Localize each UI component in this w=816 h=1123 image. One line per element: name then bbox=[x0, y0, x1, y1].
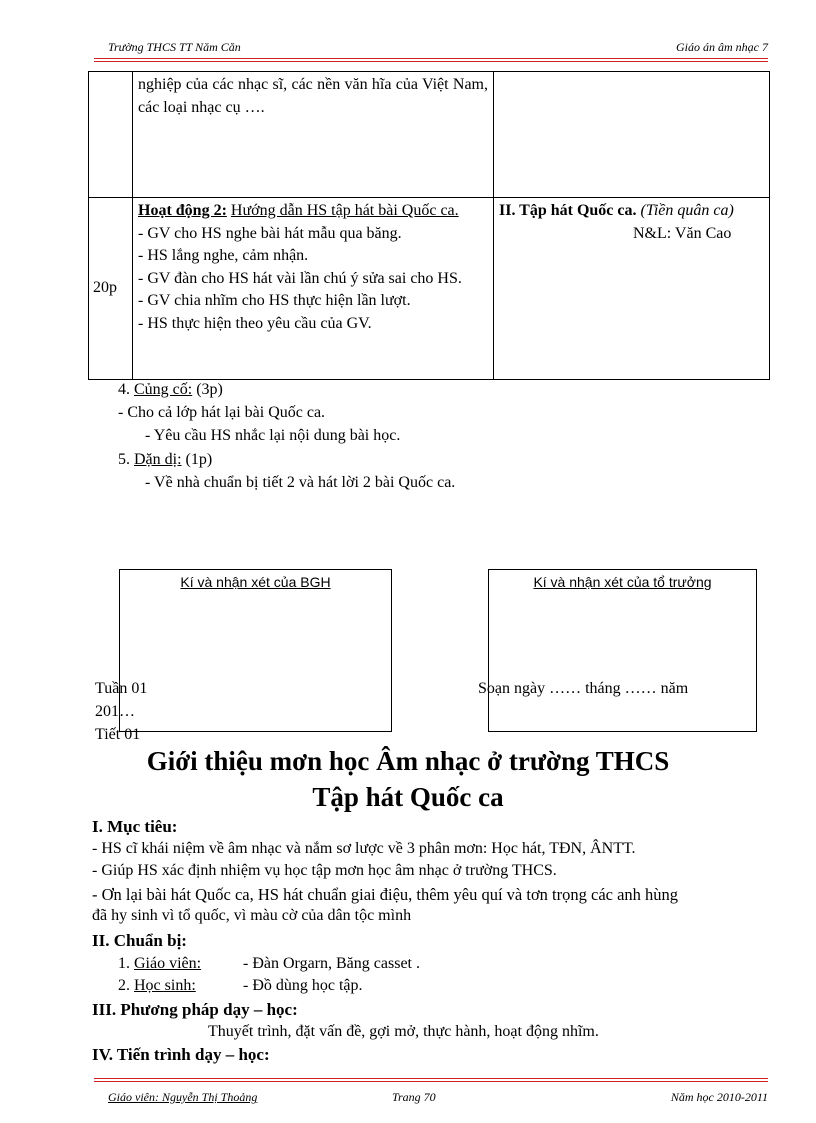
activity-cell bbox=[133, 198, 494, 380]
consolidation-time: (3p) bbox=[196, 381, 223, 398]
content-title: II. Tập hát Quốc ca. bbox=[499, 202, 637, 219]
preparation-student bbox=[118, 977, 196, 995]
consolidation-num: 4. bbox=[118, 381, 130, 398]
signature-box-team-lead bbox=[488, 569, 757, 732]
content-cell bbox=[494, 72, 770, 198]
methods-heading: III. Phương pháp dạy – học: bbox=[92, 1000, 298, 1019]
header-subject: Giáo án âm nhạc 7 bbox=[676, 40, 768, 54]
preparation-student-label: Học sinh: bbox=[134, 977, 196, 994]
objective-item: đã hy sinh vì tổ quốc, vì màu cờ của dân tộc mình bbox=[92, 907, 412, 924]
consolidation-heading bbox=[118, 381, 223, 399]
activity-step: - GV cho HS nghe bài hát mẫu qua băng. bbox=[138, 224, 402, 242]
objective-item: - HS cĩ khái niệm về âm nhạc và nắm sơ lược về 3 phân mơn: Học hát, TĐN, ÂNTT. bbox=[92, 840, 636, 857]
lesson-week: Tuần 01 bbox=[95, 680, 148, 697]
activity-cell bbox=[133, 72, 494, 198]
activity-title: Hướng dẫn HS tập hát bài Quốc ca. bbox=[230, 202, 459, 219]
content-author: N&L: Văn Cao bbox=[633, 224, 732, 242]
objectives-heading: I. Mục tiêu: bbox=[92, 817, 178, 836]
lesson-subtitle: Tập hát Quốc ca bbox=[312, 782, 504, 812]
signature-title-team-lead: Kí và nhận xét của tổ trưởng bbox=[533, 574, 712, 590]
content-cell bbox=[494, 198, 770, 380]
lesson-date-line: Soạn ngày …… tháng …… năm bbox=[478, 680, 689, 697]
preparation-heading: II. Chuẩn bị: bbox=[92, 931, 187, 950]
activity-step: - GV đàn cho HS hát vài lần chú ý sửa sai cho HS. bbox=[138, 269, 462, 287]
content-note: (Tiền quân ca) bbox=[640, 202, 734, 219]
footer-teacher: Giáo viên: Nguyễn Thị Thoảng bbox=[108, 1090, 258, 1104]
header-rule-top bbox=[94, 58, 768, 59]
preparation-teacher-value: - Đàn Orgarn, Băng casset . bbox=[243, 955, 420, 972]
preparation-student-value: - Đồ dùng học tập. bbox=[243, 977, 363, 994]
lesson-title: Giới thiệu mơn học Âm nhạc ở trường THCS bbox=[146, 746, 670, 776]
time-cell bbox=[89, 72, 133, 198]
homework-label: Dặn dị: bbox=[134, 451, 182, 468]
methods-text: Thuyết trình, đặt vấn đề, gợi mở, thực hành, hoạt động nhĩm. bbox=[208, 1023, 599, 1040]
footer-rule-top bbox=[94, 1078, 768, 1079]
activity-step: - HS lắng nghe, cảm nhận. bbox=[138, 247, 309, 264]
activity-label: Hoạt động 2: bbox=[138, 202, 227, 219]
homework-num: 5. bbox=[118, 451, 130, 468]
footer-page: Trang 70 bbox=[392, 1090, 436, 1104]
objective-item: - Giúp HS xác định nhiệm vụ học tập mơn học âm nhạc ở trường THCS. bbox=[92, 862, 557, 879]
table-row bbox=[89, 198, 770, 380]
lesson-period: Tiết 01 bbox=[95, 726, 141, 743]
objective-item: - Ơn lại bài hát Quốc ca, HS hát chuẩn giai điệu, thêm yêu quí và tơn trọng các anh hùng bbox=[92, 885, 679, 904]
consolidation-item: - Cho cả lớp hát lại bài Quốc ca. bbox=[118, 404, 326, 421]
signature-box-bgh bbox=[119, 569, 392, 732]
time-cell bbox=[89, 198, 133, 380]
lesson-table bbox=[88, 71, 770, 380]
activity-step: - HS thực hiện theo yêu cầu của GV. bbox=[138, 314, 372, 332]
table-row bbox=[89, 72, 770, 198]
footer-rule-bottom bbox=[94, 1081, 768, 1082]
header-rule-bottom bbox=[94, 61, 768, 62]
content-heading bbox=[499, 200, 764, 223]
preparation-teacher-num: 1. bbox=[118, 955, 130, 972]
consolidation-label: Củng cố: bbox=[134, 381, 193, 398]
preparation-teacher-label: Giáo viên: bbox=[134, 955, 202, 972]
homework-item: - Về nhà chuẩn bị tiết 2 và hát lời 2 bài Quốc ca. bbox=[145, 474, 456, 491]
consolidation-item: - Yêu cầu HS nhắc lại nội dung bài học. bbox=[145, 427, 401, 444]
lesson-year-fragment: 201… bbox=[95, 703, 135, 720]
activity-time: 20p bbox=[93, 279, 117, 297]
footer-year: Năm học 2010-2011 bbox=[670, 1090, 768, 1104]
process-heading: IV. Tiến trình dạy – học: bbox=[92, 1045, 270, 1064]
signature-title-bgh: Kí và nhận xét của BGH bbox=[180, 574, 331, 590]
preparation-student-num: 2. bbox=[118, 977, 130, 994]
activity-heading bbox=[138, 200, 488, 223]
homework-heading bbox=[118, 451, 212, 469]
activity-text: nghiệp của các nhạc sĩ, các nền văn hĩa của Việt Nam, các loại nhạc cụ …. bbox=[138, 76, 488, 116]
preparation-teacher bbox=[118, 955, 201, 973]
header-school: Trường THCS TT Năm Căn bbox=[108, 40, 241, 54]
homework-time: (1p) bbox=[185, 451, 213, 468]
activity-step: - GV chia nhĩm cho HS thực hiện lần lượt. bbox=[138, 292, 411, 309]
